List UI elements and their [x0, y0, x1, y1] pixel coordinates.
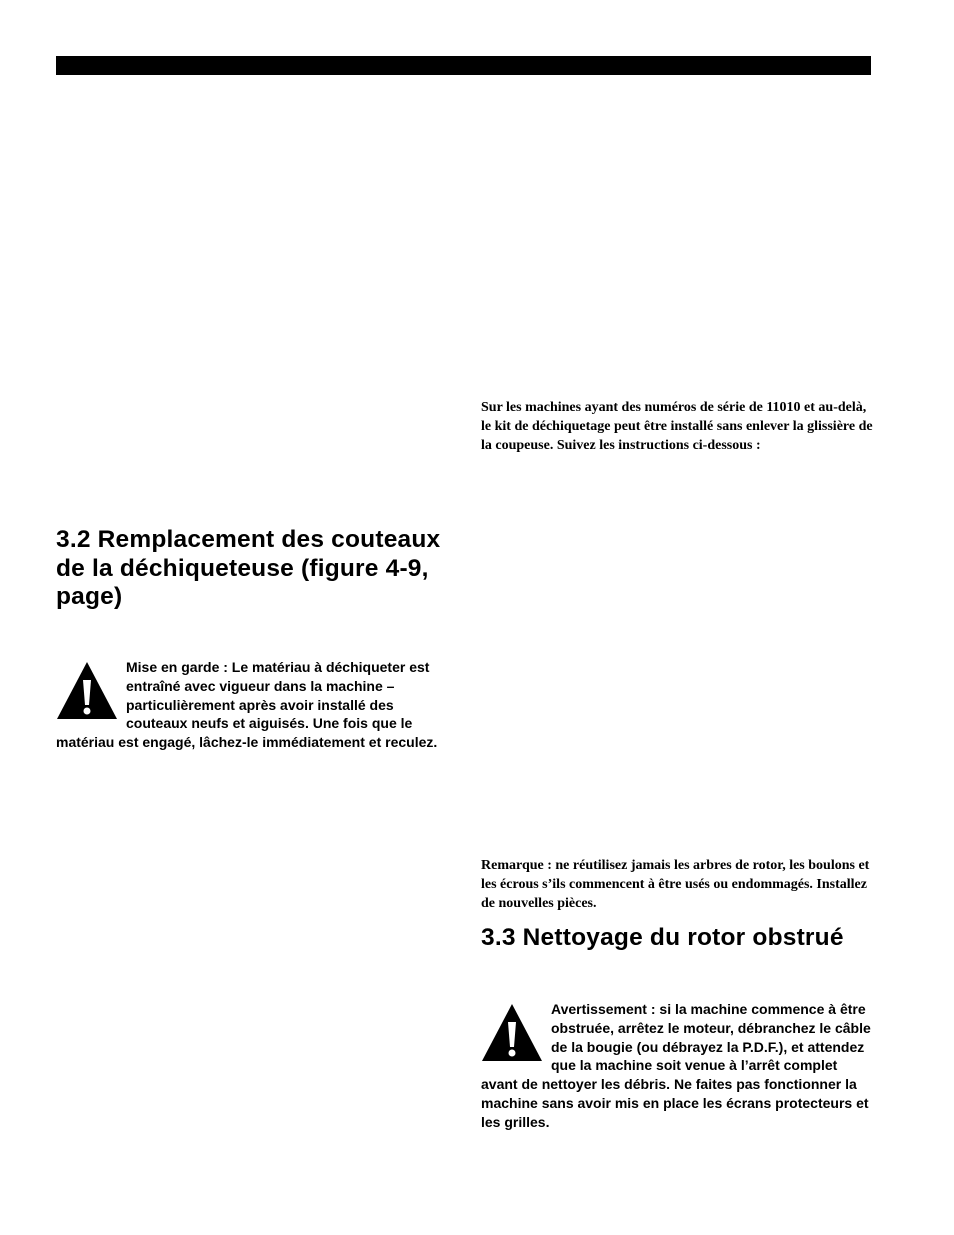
warning-block-3-3 — [481, 1000, 876, 1131]
warning-block-3-2 — [56, 658, 446, 752]
warning-triangle-icon — [56, 661, 118, 720]
section-3-3-heading: 3.3 Nettoyage du rotor obstrué — [481, 924, 844, 951]
warning-text-3-2: Mise en garde : Le matériau à déchiqueter est entraîné avec vigueur dans la machine – particulièrement après avoir installé des couteaux neufs et aiguisés. Une fois que le matériau est engagé, lâchez-le immédiatement et reculez. — [56, 659, 438, 750]
warning-text-3-3: Avertissement : si la machine commence à être obstruée, arrêtez le moteur, débranchez le câble de la bougie (ou débrayez la P.D.F.), et attendez que la machine soit venue à l’arrêt complet avant de nettoyer les débris. Ne faites pas fonctionner la machine sans avoir mis en place les écrans protecteurs et les grilles. — [481, 1001, 871, 1130]
warning-triangle-icon — [481, 1003, 543, 1062]
intro-paragraph: Sur les machines ayant des numéros de série de 11010 et au-delà, le kit de déchiquetage peut être installé sans enlever la glissière de la coupeuse. Suivez les instructions ci-dessous : — [481, 400, 873, 453]
header-bar — [56, 56, 871, 75]
note-paragraph: Remarque : ne réutilisez jamais les arbres de rotor, les boulons et les écrous s’ils commencent à être usés ou endommagés. Installez de nouvelles pièces. — [481, 858, 870, 911]
section-3-2-heading: 3.2 Remplacement des couteaux de la déchiqueteuse (figure 4-9, page) — [56, 526, 441, 610]
